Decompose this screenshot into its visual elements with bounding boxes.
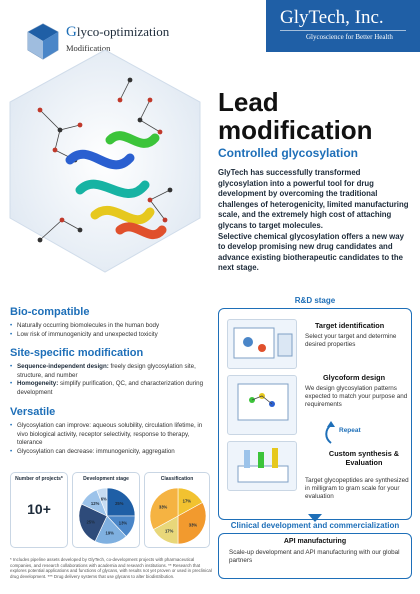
- footnote: * Includes pipeline assets developed by GlyTech, co-development projects with pharmaceutical companies, and research collaborations with academia and research institutions. ** Research that explores potential applications and functions of glycans, with results not yet proven or used in preclinical drug development. *** Drug delivery systems that use glycans to alter biodistribution.: [10, 557, 212, 579]
- list-biocompatible: [10, 322, 210, 339]
- page-headline: Lead modification: [218, 87, 373, 145]
- pie-slice-label: 33%: [188, 522, 198, 528]
- page-subheadline: Controlled glycosylation: [218, 146, 359, 160]
- banner-divider: [280, 30, 406, 31]
- pie-slice-label: 13%: [118, 520, 128, 526]
- projects-title: Number of projects*: [15, 476, 63, 482]
- list-item: • Sequence-independent design: freely design glycosylation site, structure, and number: [10, 363, 210, 380]
- heading-biocompatible: Bio-compatible: [10, 306, 90, 318]
- pie-slice-label: 25%: [86, 519, 95, 525]
- heading-versatile: Versatile: [10, 406, 56, 418]
- intro-text: GlyTech has successfully transformed glycosylation into a powerful tool for drug development by overcoming the traditional challenges of heterogenicity, limited manufacturing scale, and the extremely high cost of attaching glycans to target molecules. Selective chemical glycosylation offers a new way to develop promising new drug candidates and advance existing biotherapeutic candidates to the next stage.: [218, 168, 409, 273]
- step-glycoform-design-title: Glycoform design: [323, 373, 386, 382]
- list-item: • Low risk of immunogenicity and unexpected toxicity: [10, 331, 210, 340]
- glycoform-design-illustration: [227, 375, 297, 435]
- pie-slice-label: 25%: [115, 501, 124, 507]
- projects-value: 10+: [27, 501, 51, 517]
- list-item: • Homogeneity: simplify purification, QC, and characterization during development: [10, 380, 210, 397]
- pie-slice-label: 17%: [164, 528, 174, 534]
- series-subtitle: Modification: [66, 43, 111, 53]
- glycoform-icon: [228, 376, 298, 436]
- step-custom-synthesis-title: Custom synthesis & Evaluation: [328, 449, 400, 467]
- stats-panel: [10, 472, 210, 552]
- repeat-label: Repeat: [339, 427, 361, 434]
- step-custom-synthesis-desc: Target glycopeptides are synthesized in milligram to gram scale for your evaluation: [305, 477, 409, 501]
- custom-synthesis-illustration: [227, 441, 297, 491]
- projects-stat: [10, 472, 68, 548]
- clinical-stage-label: Clinical development and commercialization: [230, 521, 400, 530]
- step-target-identification-title: Target identification: [315, 321, 385, 330]
- glycoprotein-hero-illustration: [0, 40, 230, 300]
- class-title: Classification: [160, 476, 194, 482]
- company-name: GlyTech, Inc.: [280, 7, 384, 28]
- target-identification-illustration: [227, 319, 297, 369]
- api-manufacturing-box: [218, 533, 412, 579]
- list-item: • Glycosylation can improve: aqueous solubility, circulation lifetime, in vivo biological activity, receptor selectivity, response to therapy, tolerance: [10, 422, 210, 448]
- target-icon: [228, 320, 298, 370]
- pie-slice-label: 12%: [90, 500, 100, 506]
- pie-slice-label: 6%: [100, 496, 107, 502]
- list-item: • Naturally occurring biomolecules in the human body: [10, 322, 210, 331]
- rd-stage-label: R&D stage: [294, 296, 336, 305]
- step-target-identification-desc: Select your target and determine desired properties: [305, 333, 397, 349]
- company-tagline: Glycoscience for Better Health: [306, 33, 393, 41]
- heading-site-specific: Site-specific modification: [10, 347, 144, 359]
- api-manufacturing-title: API manufacturing: [283, 538, 347, 545]
- pie-slice-label: 19%: [105, 530, 114, 536]
- pie-slice-label: 17%: [182, 498, 192, 504]
- stage-stat: [72, 472, 140, 548]
- list-item: • Glycosylation can decrease: immunogenicity, aggregation: [10, 448, 210, 457]
- development-stage-pie: [73, 484, 141, 548]
- list-site-specific: [10, 363, 210, 397]
- rd-stage-box: [218, 308, 412, 520]
- synthesis-icon: [228, 442, 298, 492]
- repeat-cycle-icon: [323, 417, 371, 451]
- list-versatile: [10, 422, 210, 456]
- api-manufacturing-desc: Scale-up development and API manufacturing with our global partners: [229, 549, 400, 565]
- series-title: Glyco-optimization: [66, 24, 170, 40]
- pie-slice-label: 33%: [158, 504, 168, 510]
- classification-pie: [145, 484, 211, 548]
- step-glycoform-design-desc: We design glycosylation patterns expected to match your purpose and requirements: [305, 385, 408, 409]
- stage-title: Development stage: [83, 476, 129, 482]
- company-banner: [266, 0, 420, 52]
- class-stat: [144, 472, 210, 548]
